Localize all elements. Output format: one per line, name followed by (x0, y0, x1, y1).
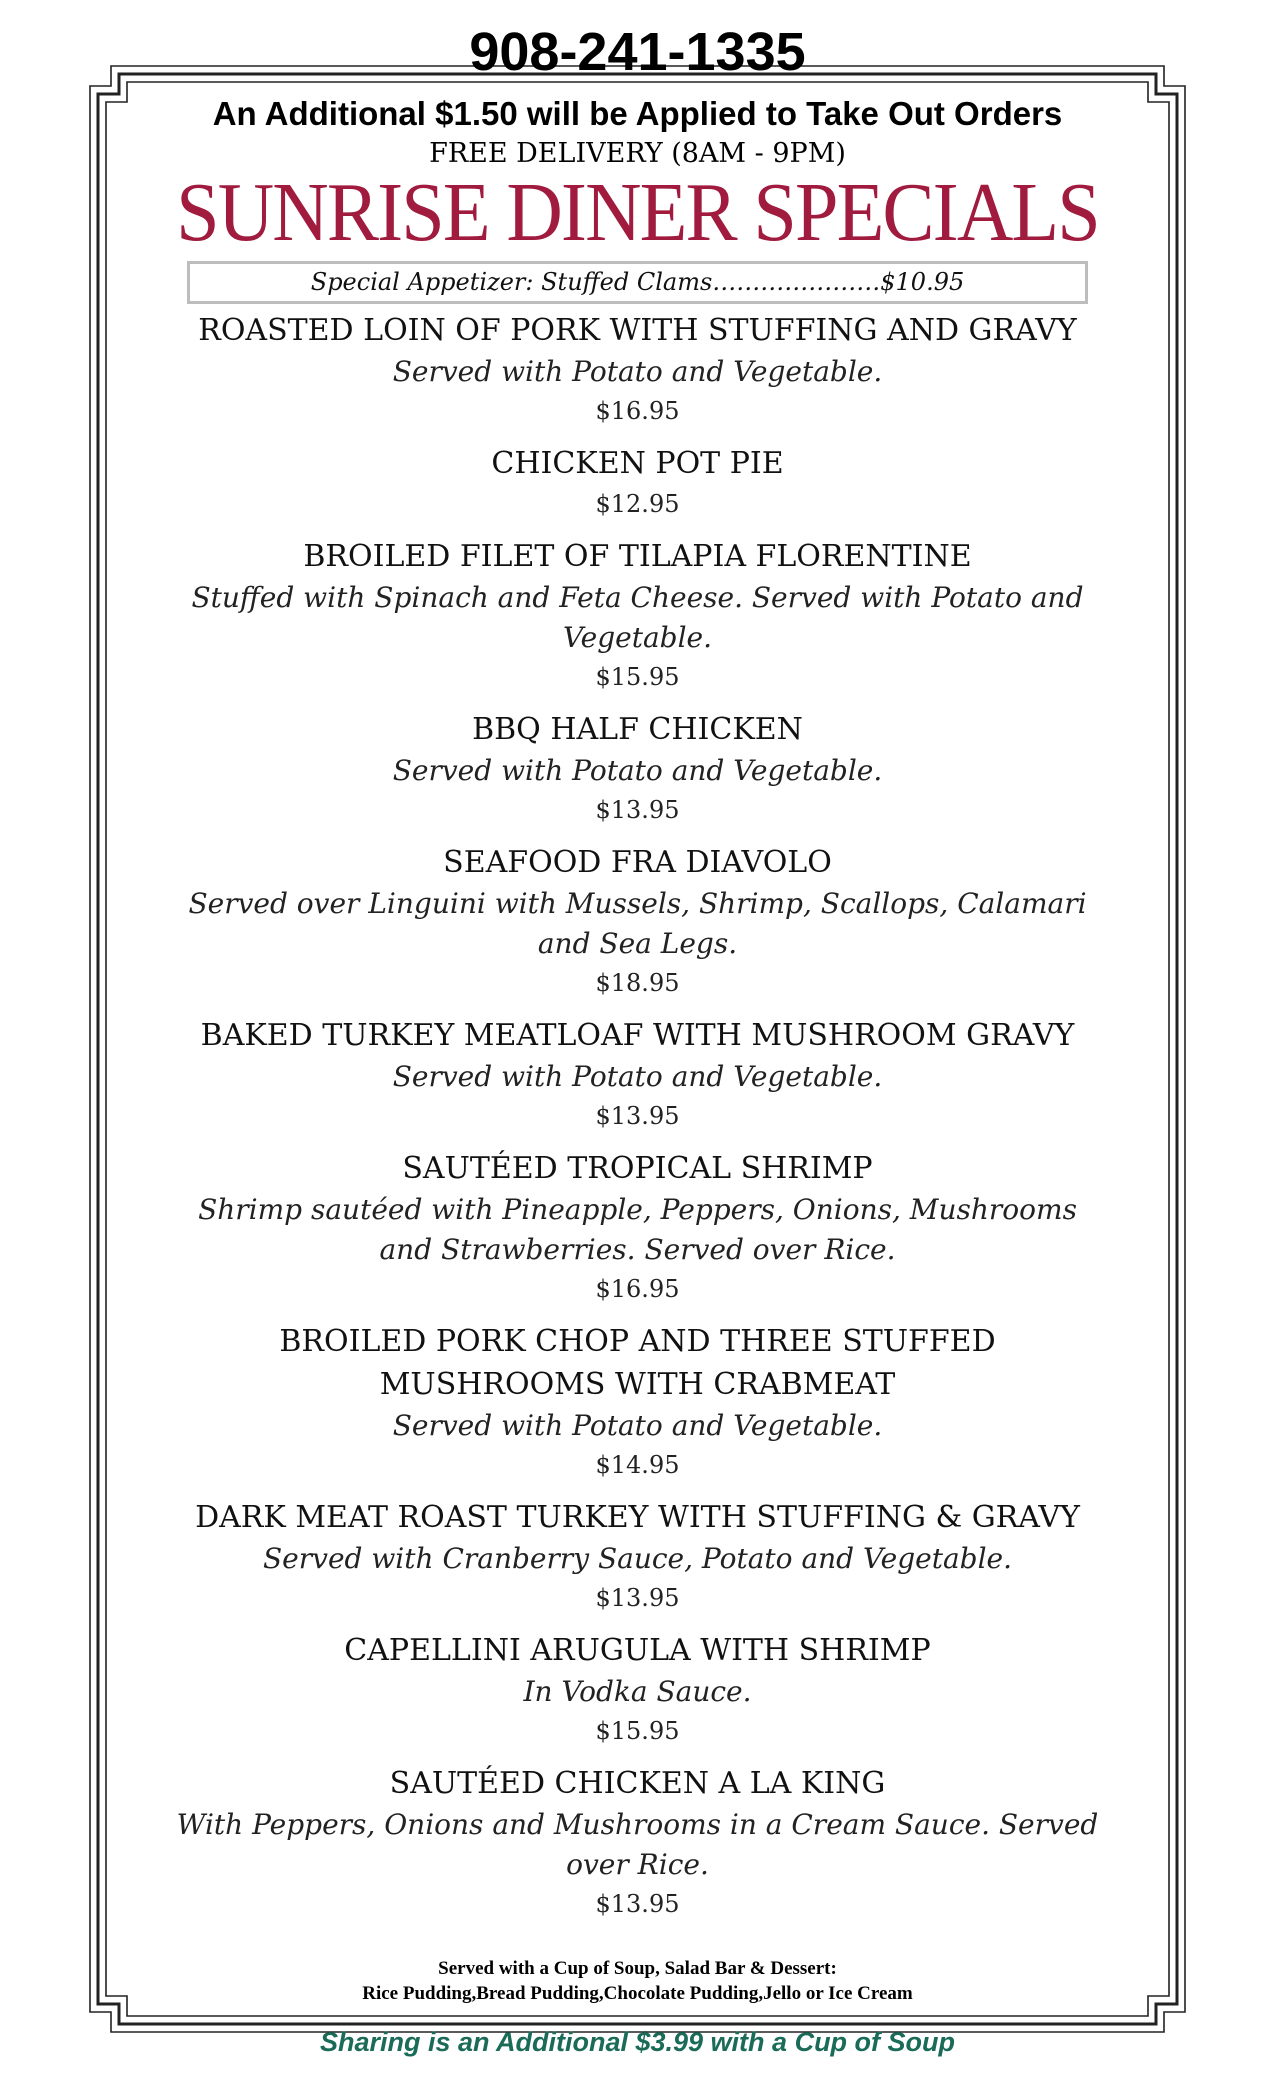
served-with-note: Served with a Cup of Soup, Salad Bar & Dessert: (438, 1958, 837, 1979)
menu-item-description: Served with Potato and Vegetable. (392, 1060, 883, 1093)
menu-item-description: Served with Potato and Vegetable. (392, 1409, 883, 1442)
menu-item-name: SAUTÉED TROPICAL SHRIMP (402, 1151, 873, 1186)
menu-item (170, 1492, 1105, 1617)
menu-item-price: $16.95 (595, 397, 680, 425)
phone-number: 908-241-1335 (469, 22, 806, 82)
menu-item-description: Served over Linguini with Mussels, Shrimp, Scallops, Calamari and Sea Legs. (188, 887, 1087, 960)
menu-item (170, 704, 1105, 829)
menu-item (170, 305, 1105, 430)
menu-item-name: CAPELLINI ARUGULA WITH SHRIMP (344, 1633, 931, 1668)
menu-item-name: SEAFOOD FRA DIAVOLO (443, 845, 832, 880)
menu-item (170, 1316, 1105, 1484)
menu-item (170, 438, 1105, 523)
menu-item (170, 837, 1105, 1002)
delivery-notice: FREE DELIVERY (8AM - 9PM) (429, 138, 846, 169)
menu-item-price: $12.95 (595, 490, 680, 518)
menu-item (170, 1143, 1105, 1308)
menu-item-price: $13.95 (595, 1890, 680, 1918)
menu-item-price: $16.95 (595, 1275, 680, 1303)
special-appetizer-box (187, 261, 1088, 304)
menu-item-description: Served with Potato and Vegetable. (392, 355, 883, 388)
menu-item-price: $14.95 (595, 1451, 680, 1479)
menu-item-name: BROILED FILET OF TILAPIA FLORENTINE (303, 539, 972, 574)
menu-item-name: CHICKEN POT PIE (491, 446, 784, 481)
menu-item-description: Stuffed with Spinach and Feta Cheese. Served with Potato and Vegetable. (191, 581, 1084, 654)
menu-item-name: BAKED TURKEY MEATLOAF WITH MUSHROOM GRAVY (200, 1018, 1075, 1053)
special-appetizer-text: Special Appetizer: Stuffed Clams…………………$10.95 (310, 268, 965, 296)
menu-item (170, 531, 1105, 696)
menu-item-description: In Vodka Sauce. (523, 1675, 752, 1708)
menu-item-price: $13.95 (595, 796, 680, 824)
menu-item-price: $13.95 (595, 1102, 680, 1130)
menu-item-name: BROILED PORK CHOP AND THREE STUFFED MUSHROOMS WITH CRABMEAT (279, 1324, 996, 1402)
sharing-notice: Sharing is an Additional $3.99 with a Cup of Soup (319, 2027, 956, 2057)
menu-item-price: $18.95 (595, 969, 680, 997)
menu-item-description: Served with Cranberry Sauce, Potato and Vegetable. (262, 1542, 1012, 1575)
menu-item (170, 1758, 1105, 1923)
page-title: SUNRISE DINER SPECIALS (176, 166, 1099, 259)
menu-item-price: $15.95 (595, 1717, 680, 1745)
menu-item-name: SAUTÉED CHICKEN A LA KING (389, 1766, 886, 1801)
menu-item-name: DARK MEAT ROAST TURKEY WITH STUFFING & GRAVY (195, 1500, 1080, 1535)
menu-item-name: BBQ HALF CHICKEN (472, 712, 803, 747)
takeout-notice: An Additional $1.50 will be Applied to Take Out Orders (212, 95, 1063, 132)
menu-item-description: Served with Potato and Vegetable. (392, 754, 883, 787)
menu-item-price: $15.95 (595, 663, 680, 691)
menu-item-description: Shrimp sautéed with Pineapple, Peppers, Onions, Mushrooms and Strawberries. Served over Rice. (198, 1193, 1077, 1266)
dessert-options: Rice Pudding,Bread Pudding,Chocolate Pudding,Jello or Ice Cream (362, 1983, 913, 2004)
menu-item-price: $13.95 (595, 1584, 680, 1612)
menu-item-description: With Peppers, Onions and Mushrooms in a Cream Sauce. Served over Rice. (176, 1808, 1099, 1881)
menu-item (170, 1010, 1105, 1135)
menu-item-name: ROASTED LOIN OF PORK WITH STUFFING AND GRAVY (198, 313, 1077, 348)
specials-menu (170, 305, 1105, 1931)
menu-item (170, 1625, 1105, 1750)
